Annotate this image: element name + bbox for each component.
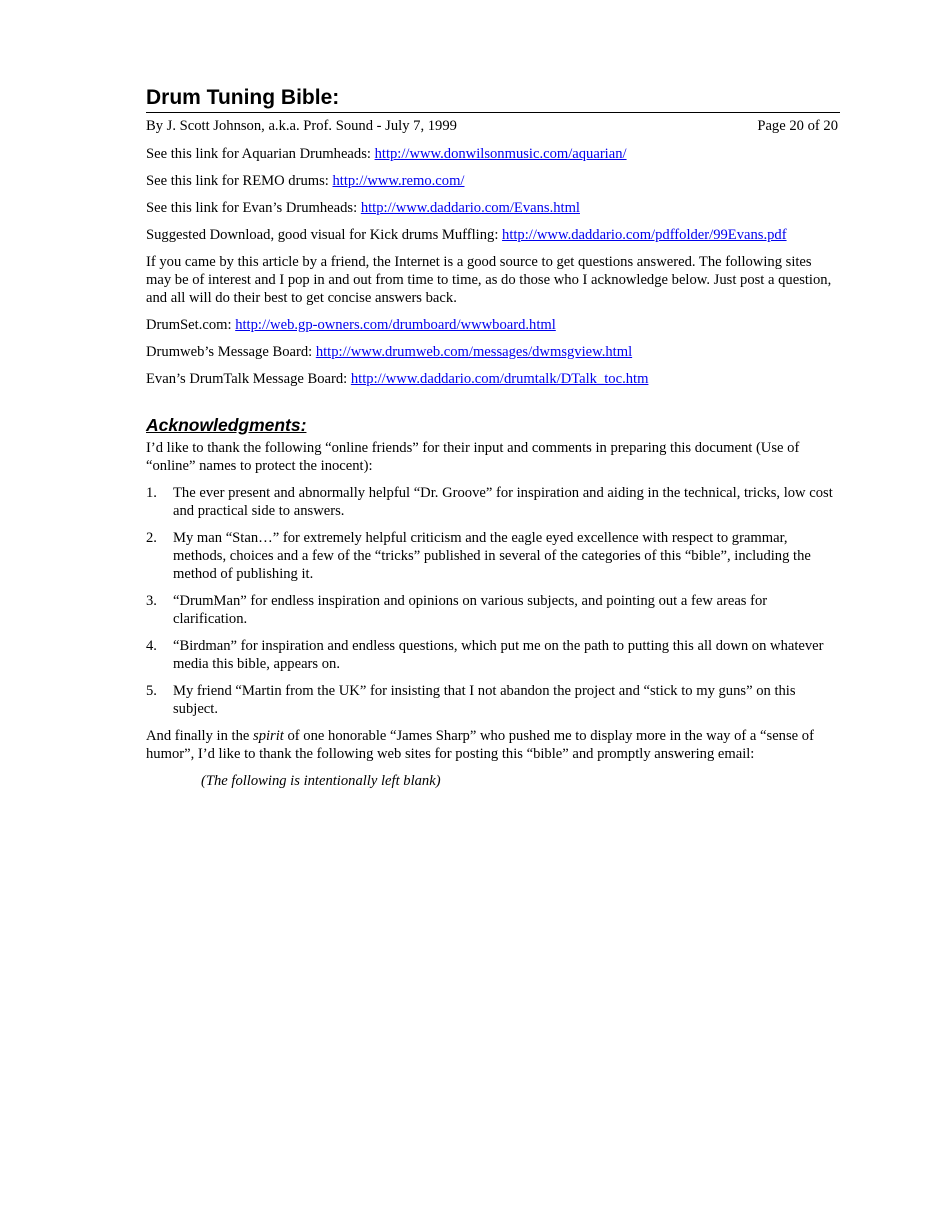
author-byline: By J. Scott Johnson, a.k.a. Prof. Sound - July 7, 1999 [146, 118, 457, 134]
evans-link[interactable]: http://www.daddario.com/Evans.html [360, 200, 580, 216]
internet-paragraph: If you came by this article by a friend, the Internet is a good source to get questions answered. The following sites may be of interest and I pop in and out from time to time, as do those who I acknowledge below. Just post a question, and all will do their best to get concise answers back. [146, 254, 832, 306]
header-rule [146, 112, 840, 113]
list-text: “Birdman” for inspiration and endless questions, which put me on the path to putting this all down on whatever media this bible, appears on. [173, 638, 824, 672]
link-paragraph-remo: See this link for REMO drums: http://www.remo.com/ [146, 173, 465, 189]
page-number: Page 20 of 20 [757, 118, 838, 134]
acknowledgments-list [146, 484, 840, 718]
link-paragraph-download: Suggested Download, good visual for Kick drums Muffling: http://www.daddario.com/pdffolder/99Evans.pdf [146, 227, 787, 243]
aquarian-link[interactable]: http://www.donwilsonmusic.com/aquarian/ [374, 146, 627, 162]
closing-paragraph: And finally in the spirit of one honorable “James Sharp” who pushed me to display more in the way of a “sense of humor”, I’d like to thank the following web sites for posting this “bible” and promptly answering email: [146, 728, 814, 762]
drumset-board-link[interactable]: http://web.gp-owners.com/drumboard/wwwboard.html [235, 317, 556, 333]
list-item [146, 529, 840, 583]
list-item [146, 592, 840, 628]
list-number: 5. [146, 683, 157, 699]
list-item [146, 682, 840, 718]
document-body [146, 145, 840, 790]
link-paragraph-evans: See this link for Evan’s Drumheads: http://www.daddario.com/Evans.html [146, 200, 580, 216]
list-number: 4. [146, 638, 157, 654]
evans-pdf-link[interactable]: http://www.daddario.com/pdffolder/99Evans.pdf [502, 227, 787, 243]
board-paragraph-drumweb: Drumweb’s Message Board: http://www.drumweb.com/messages/dwmsgview.html [146, 344, 633, 360]
list-number: 2. [146, 530, 157, 546]
drumweb-board-link[interactable]: http://www.drumweb.com/messages/dwmsgview.html [315, 344, 633, 360]
list-item [146, 484, 840, 520]
list-text: The ever present and abnormally helpful “Dr. Groove” for inspiration and aiding in the technical, tricks, low cost and practical side to answers. [173, 485, 833, 519]
board-paragraph-drumset: DrumSet.com: http://web.gp-owners.com/drumboard/wwwboard.html [146, 317, 556, 333]
list-text: My man “Stan…” for extremely helpful criticism and the eagle eyed excellence with respect to grammar, methods, choices and a few of the “tricks” published in several of the categories of this “bible”, including the method of publishing it. [173, 530, 811, 582]
document-title: Drum Tuning Bible: [146, 86, 340, 109]
list-text: “DrumMan” for endless inspiration and opinions on various subjects, and pointing out a few areas for clarification. [173, 593, 768, 627]
drumtalk-board-link[interactable]: http://www.daddario.com/drumtalk/DTalk_toc.htm [350, 371, 649, 387]
link-paragraph-aquarian: See this link for Aquarian Drumheads: http://www.donwilsonmusic.com/aquarian/ [146, 146, 627, 162]
list-text: My friend “Martin from the UK” for insisting that I not abandon the project and “stick to my guns” on this subject. [173, 683, 796, 717]
spirit-emphasis: spirit [253, 728, 284, 744]
acknowledgments-heading: Acknowledgments: [146, 415, 307, 435]
byline-row [146, 117, 838, 135]
blank-note: (The following is intentionally left blank) [201, 773, 441, 789]
list-number: 3. [146, 593, 157, 609]
remo-link[interactable]: http://www.remo.com/ [332, 173, 465, 189]
list-item [146, 637, 840, 673]
board-paragraph-evans: Evan’s DrumTalk Message Board: http://www.daddario.com/drumtalk/DTalk_toc.htm [146, 371, 649, 387]
list-number: 1. [146, 485, 157, 501]
acknowledgments-intro: I’d like to thank the following “online friends” for their input and comments in preparing this document (Use of “online” names to protect the inocent): [146, 440, 800, 474]
